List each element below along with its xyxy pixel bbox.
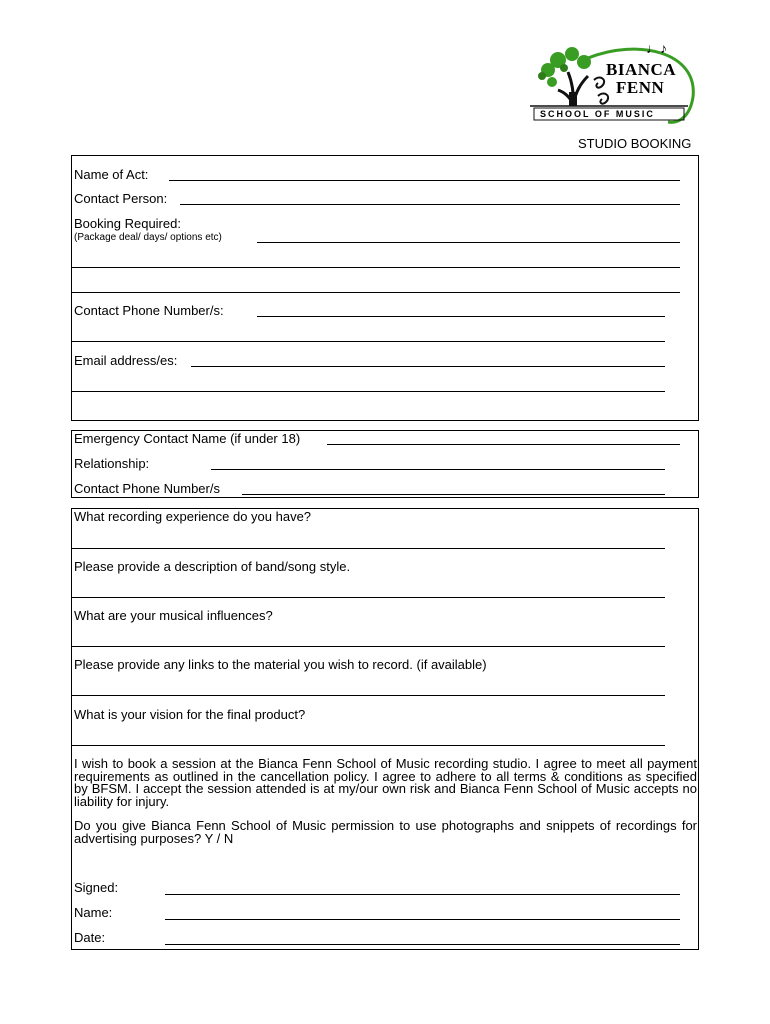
email-field[interactable] <box>191 366 665 367</box>
influences-answer-field[interactable] <box>72 646 665 647</box>
style-question: Please provide a description of band/song style. <box>74 559 351 574</box>
date-label: Date: <box>74 930 106 945</box>
contact-phone-field-2[interactable] <box>72 341 665 342</box>
emergency-phone-label: Contact Phone Number/s <box>74 481 220 496</box>
experience-question: What recording experience do you have? <box>74 509 312 524</box>
name-field[interactable] <box>165 919 680 920</box>
agreement-text: I wish to book a session at the Bianca Fenn School of Music recording studio. I agree to meet all payment requirements as outlined in the cancellation policy. I agree to adhere to all terms & conditions as specified by BFSM. I accept the session attended is at my/our own risk and Bianca Fenn School of Music accepts no liability for injury. <box>74 756 697 809</box>
booking-required-hint: (Package deal/ days/ options etc) <box>74 232 222 243</box>
relationship-field[interactable] <box>211 469 665 470</box>
email-field-2[interactable] <box>72 391 665 392</box>
booking-required-field[interactable] <box>257 242 680 243</box>
booking-required-field-2[interactable] <box>72 267 680 268</box>
links-question: Please provide any links to the material you wish to record. (if available) <box>74 657 487 672</box>
style-answer-field[interactable] <box>72 597 665 598</box>
emergency-contact-label: Emergency Contact Name (if under 18) <box>74 431 301 446</box>
experience-answer-field[interactable] <box>72 548 665 549</box>
emergency-contact-field[interactable] <box>327 444 680 445</box>
name-of-act-field[interactable] <box>169 180 680 181</box>
permission-text: Do you give Bianca Fenn School of Music permission to use photographs and snippets of recordings for advertising purposes? Y / N <box>74 818 697 846</box>
form-title: STUDIO BOOKING <box>578 136 692 151</box>
contact-person-field[interactable] <box>180 204 680 205</box>
booking-required-field-3[interactable] <box>72 292 680 293</box>
booking-required-label: Booking Required: <box>74 216 181 231</box>
email-label: Email address/es: <box>74 353 178 368</box>
vision-question: What is your vision for the final product? <box>74 707 306 722</box>
contact-person-label: Contact Person: <box>74 191 168 206</box>
name-label: Name: <box>74 905 113 920</box>
links-answer-field[interactable] <box>72 695 665 696</box>
logo-tagline: SCHOOL OF MUSIC <box>540 109 655 119</box>
signature-field[interactable] <box>165 894 680 895</box>
contact-phone-label: Contact Phone Number/s: <box>74 303 224 318</box>
influences-question: What are your musical influences? <box>74 608 273 623</box>
music-notes-icon: ♩♪ <box>646 40 667 56</box>
contact-phone-field[interactable] <box>257 316 665 317</box>
school-logo <box>528 42 700 132</box>
logo-name-line1: BIANCA <box>606 60 677 79</box>
signed-label: Signed: <box>74 880 119 895</box>
emergency-phone-field[interactable] <box>242 494 665 495</box>
date-field[interactable] <box>165 944 680 945</box>
vision-answer-field[interactable] <box>72 745 665 746</box>
recording-details-section <box>71 508 699 950</box>
logo-name-line2: FENN <box>616 78 665 97</box>
relationship-label: Relationship: <box>74 456 150 471</box>
name-of-act-label: Name of Act: <box>74 167 149 182</box>
